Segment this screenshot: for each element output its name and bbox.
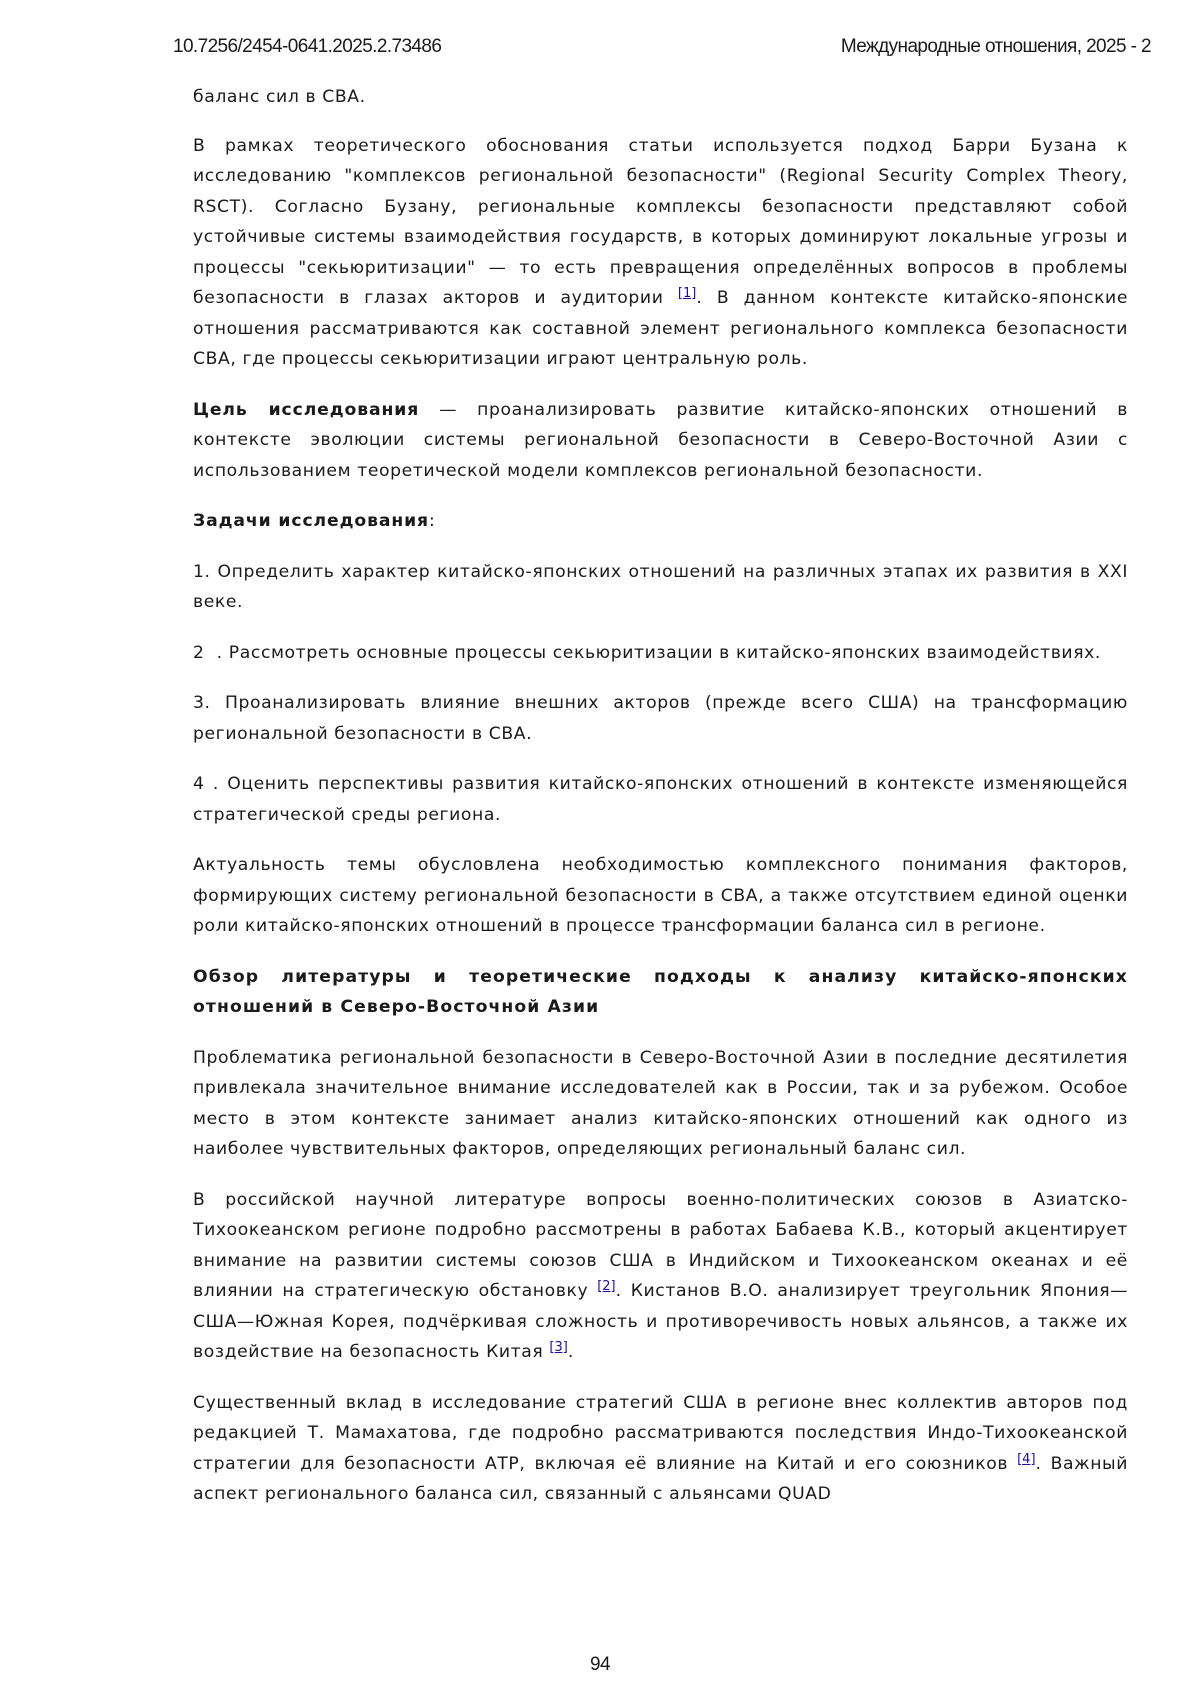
tasks-label: Задачи исследования	[193, 511, 429, 531]
task-item	[193, 688, 1128, 749]
goal-text: — проанализировать развитие китайско-японских отношений в контексте эволюции системы региональной безопасности в Северо-Восточной Азии с использованием теоретической модели комплексов региональной безопасности.	[193, 400, 1128, 481]
task-item	[193, 638, 1128, 669]
paragraph-literature	[193, 1185, 1128, 1368]
task-number: 4 .	[193, 774, 227, 794]
tasks-heading	[193, 506, 1128, 537]
task-text: Рассмотреть основные процессы секьюритизации в китайско-японских взаимодействиях.	[229, 643, 1101, 663]
task-text: Определить характер китайско-японских отношений на различных этапах их развития в XXI веке.	[193, 562, 1128, 613]
paragraph-goal	[193, 395, 1128, 487]
tasks-colon: :	[429, 511, 435, 531]
paragraph-literature: Проблематика региональной безопасности в Северо-Восточной Азии в последние десятилетия привлекала значительное внимание исследователей как в России, так и за рубежом. Особое место в этом контексте занимает анализ китайско-японских отношений как одного из наиболее чувствительных факторов, определяющих региональный баланс сил.	[193, 1043, 1128, 1165]
task-text: Проанализировать влияние внешних акторов (прежде всего США) на трансформацию региональной безопасности в СВА.	[193, 693, 1128, 744]
goal-label: Цель исследования	[193, 400, 419, 420]
doi-text: 10.7256/2454-0641.2025.2.73486	[173, 36, 441, 58]
page-number: 94	[0, 1654, 1200, 1676]
paragraph: баланс сил в СВА.	[193, 82, 1128, 113]
paragraph-theory	[193, 131, 1128, 375]
citation-link[interactable]: [1]	[678, 286, 696, 301]
page-header	[173, 36, 1151, 58]
paragraph-text: В рамках теоретического обоснования статьи используется подход Барри Бузана к исследованию "комплексов региональной безопасности" (Regional Security Complex Theory, RSCT). Согласно Бузану, региональные комплексы безопасности представляют собой устойчивые системы взаимодействия государств, в которых доминируют локальные угрозы и процессы "секьюритизации" — то есть превращения определённых вопросов в проблемы безопасности в глазах акторов и аудитории	[193, 136, 1128, 309]
task-item	[193, 769, 1128, 830]
task-number: 3.	[193, 693, 225, 713]
citation-link[interactable]: [4]	[1017, 1452, 1035, 1467]
article-body	[193, 82, 1128, 1530]
paragraph-text: . Кистанов В.О. анализирует треугольник Япония—США—Южная Корея, подчёркивая сложность и противоречивость новых альянсов, а также их воздействие на безопасность Китая	[193, 1281, 1128, 1362]
task-number: 2 .	[193, 643, 229, 663]
citation-link[interactable]: [2]	[597, 1279, 615, 1294]
section-heading: Обзор литературы и теоретические подходы к анализу китайско-японских отношений в Северо-Восточной Азии	[193, 962, 1128, 1023]
paragraph-text: .	[568, 1342, 574, 1362]
journal-title: Международные отношения, 2025 - 2	[841, 36, 1151, 58]
task-number: 1.	[193, 562, 218, 582]
paragraph-relevance: Актуальность темы обусловлена необходимостью комплексного понимания факторов, формирующих систему региональной безопасности в СВА, а также отсутствием единой оценки роли китайско-японских отношений в процессе трансформации баланса сил в регионе.	[193, 850, 1128, 942]
task-item	[193, 557, 1128, 618]
paragraph-text: Существенный вклад в исследование стратегий США в регионе внес коллектив авторов под редакцией Т. Мамахатова, где подробно рассматриваются последствия Индо-Тихоокеанской стратегии для безопасности АТР, включая её влияние на Китай и его союзников	[193, 1393, 1128, 1474]
paragraph-text: . В данном контексте китайско-японские отношения рассматриваются как составной элемент регионального комплекса безопасности СВА, где процессы секьюритизации играют центральную роль.	[193, 288, 1128, 369]
paragraph-literature	[193, 1388, 1128, 1510]
paragraph-text: . Важный аспект регионального баланса сил, связанный с альянсами QUAD	[193, 1454, 1128, 1505]
task-text: Оценить перспективы развития китайско-японских отношений в контексте изменяющейся стратегической среды региона.	[193, 774, 1128, 825]
citation-link[interactable]: [3]	[549, 1340, 567, 1355]
paragraph-text: В российской научной литературе вопросы военно-политических союзов в Азиатско-Тихоокеанском регионе подробно рассмотрены в работах Бабаева К.В., который акцентирует внимание на развитии системы союзов США в Индийском и Тихоокеанском океанах и её влиянии на стратегическую обстановку	[193, 1190, 1128, 1302]
